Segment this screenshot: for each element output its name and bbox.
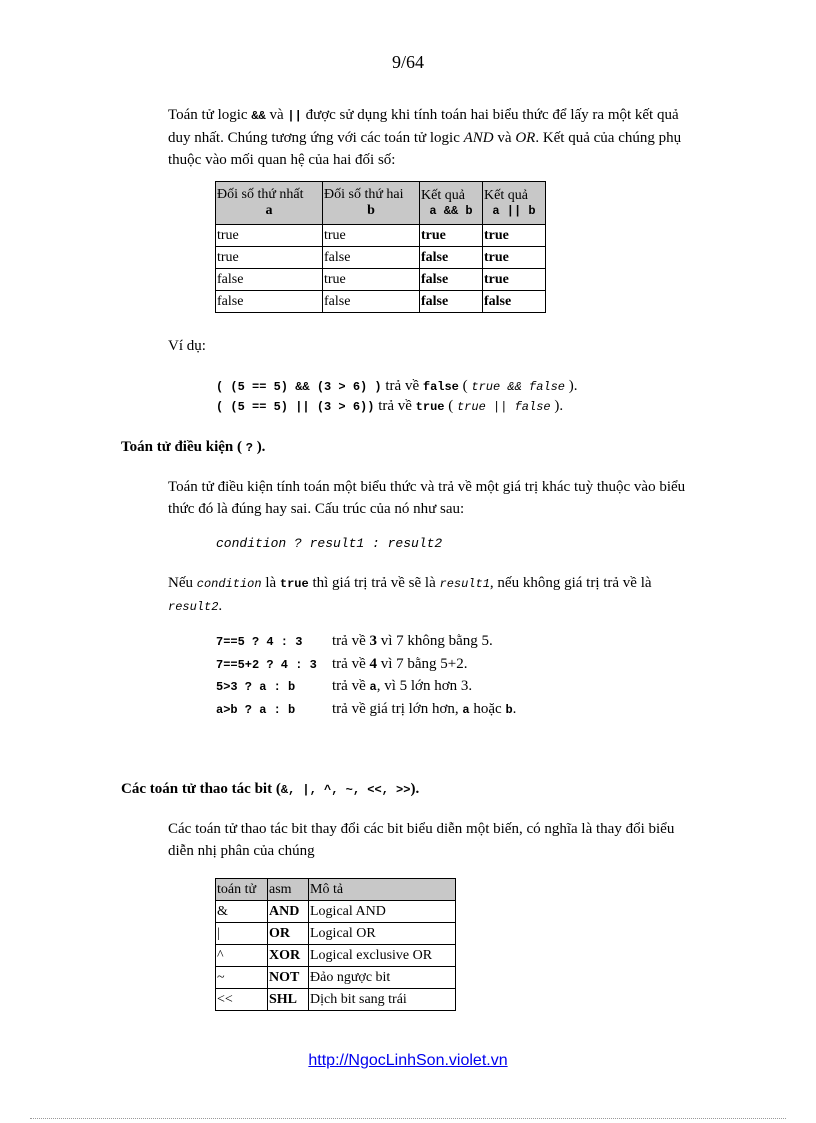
cell: true: [216, 225, 323, 247]
example-line: ( (5 == 5) || (3 > 6)) trả về true ( true || false ).: [216, 398, 564, 414]
table-row: [216, 945, 456, 967]
logic-intro-paragraph: [168, 104, 693, 171]
cell: true: [483, 247, 546, 269]
cell: true: [483, 269, 546, 291]
header-cell: Mô tả: [309, 879, 456, 901]
header-cell: Kết quả a && b: [420, 182, 483, 225]
table-row: [216, 269, 546, 291]
text: và: [493, 130, 516, 146]
cell: OR: [268, 923, 309, 945]
table-row: [216, 923, 456, 945]
header-cell: Đối số thứ hai b: [323, 182, 420, 225]
text: Toán tử logic: [168, 107, 252, 123]
text: được sử dụng khi tính toán hai biểu thức để lấy ra một kết quả duy nhất. Chúng tương ứng với các toán tử logic: [168, 107, 679, 146]
table-row: [216, 901, 456, 923]
cell: false: [323, 247, 420, 269]
cell: false: [420, 291, 483, 313]
table-row: [216, 291, 546, 313]
bitwise-table: [215, 878, 456, 1011]
cell: |: [216, 923, 268, 945]
section-heading-conditional: Toán tử điều kiện ( ? ).: [121, 439, 266, 455]
cell: true: [420, 225, 483, 247]
text: và: [265, 107, 288, 123]
cell: &: [216, 901, 268, 923]
cell: SHL: [268, 989, 309, 1011]
cell: true: [323, 269, 420, 291]
cell: false: [323, 291, 420, 313]
cell: Đảo ngược bit: [309, 967, 456, 989]
section-heading-bitwise: Các toán tử thao tác bit (&, |, ^, ~, <<, >>).: [121, 781, 420, 797]
cell: false: [216, 269, 323, 291]
operator-or: ||: [287, 109, 302, 123]
operator-and: &&: [251, 109, 266, 123]
example-label: Ví dụ:: [168, 338, 206, 354]
header-cell: Đối số thứ nhất a: [216, 182, 323, 225]
table-row: [216, 247, 546, 269]
logic-table: [215, 181, 546, 313]
header-cell: toán tử: [216, 879, 268, 901]
bitwise-paragraph: Các toán tử thao tác bit thay đổi các bit biểu diễn một biến, có nghĩa là thay đổi biểu diễn nhị phân của chúng: [168, 821, 675, 859]
and-word: AND: [463, 130, 494, 146]
or-word: OR: [515, 130, 536, 146]
conditional-explanation: Nếu condition là true thì giá trị trả về sẽ là result1, nếu không giá trị trả về là result2.: [168, 575, 652, 614]
cell: Logical OR: [309, 923, 456, 945]
conditional-example: a>b ? a : b trả về giá trị lớn hơn, a hoặc b.: [216, 701, 517, 717]
conditional-syntax: condition ? result1 : result2: [216, 536, 443, 551]
cell: Dịch bit sang trái: [309, 989, 456, 1011]
table-row: [216, 989, 456, 1011]
conditional-example: 7==5+2 ? 4 : 3 trả về 4 vì 7 bằng 5+2.: [216, 656, 468, 672]
bitwise-table-header: [216, 879, 456, 901]
cell: false: [420, 269, 483, 291]
conditional-paragraph: Toán tử điều kiện tính toán một biểu thức và trả về một giá trị khác tuỳ thuộc vào biểu thức đó là đúng hay sai. Cấu trúc của nó như sau:: [168, 479, 686, 517]
cell: true: [216, 247, 323, 269]
conditional-example: 5>3 ? a : b trả về a, vì 5 lớn hơn 3.: [216, 678, 473, 694]
table-row: [216, 225, 546, 247]
cell: false: [420, 247, 483, 269]
cell: ~: [216, 967, 268, 989]
page-number: 9/64: [391, 52, 424, 72]
text: . Kết quả của chúng phụ thuộc vào mối quan hệ của hai đối số:: [168, 130, 682, 168]
cell: false: [483, 291, 546, 313]
cell: Logical exclusive OR: [309, 945, 456, 967]
table-row: [216, 967, 456, 989]
cell: true: [483, 225, 546, 247]
logic-table-header: [216, 182, 546, 225]
cell: Logical AND: [309, 901, 456, 923]
header-cell: Kết quả a || b: [483, 182, 546, 225]
cell: true: [323, 225, 420, 247]
cell: XOR: [268, 945, 309, 967]
cell: ^: [216, 945, 268, 967]
footer-divider: [30, 1118, 786, 1119]
example-line: ( (5 == 5) && (3 > 6) ) trả về false ( true && false ).: [216, 378, 578, 394]
cell: <<: [216, 989, 268, 1011]
header-cell: asm: [268, 879, 309, 901]
cell: NOT: [268, 967, 309, 989]
cell: false: [216, 291, 323, 313]
conditional-example: 7==5 ? 4 : 3 trả về 3 vì 7 không bằng 5.: [216, 633, 493, 649]
footer-link[interactable]: http://NgocLinhSon.violet.vn: [308, 1052, 508, 1069]
cell: AND: [268, 901, 309, 923]
